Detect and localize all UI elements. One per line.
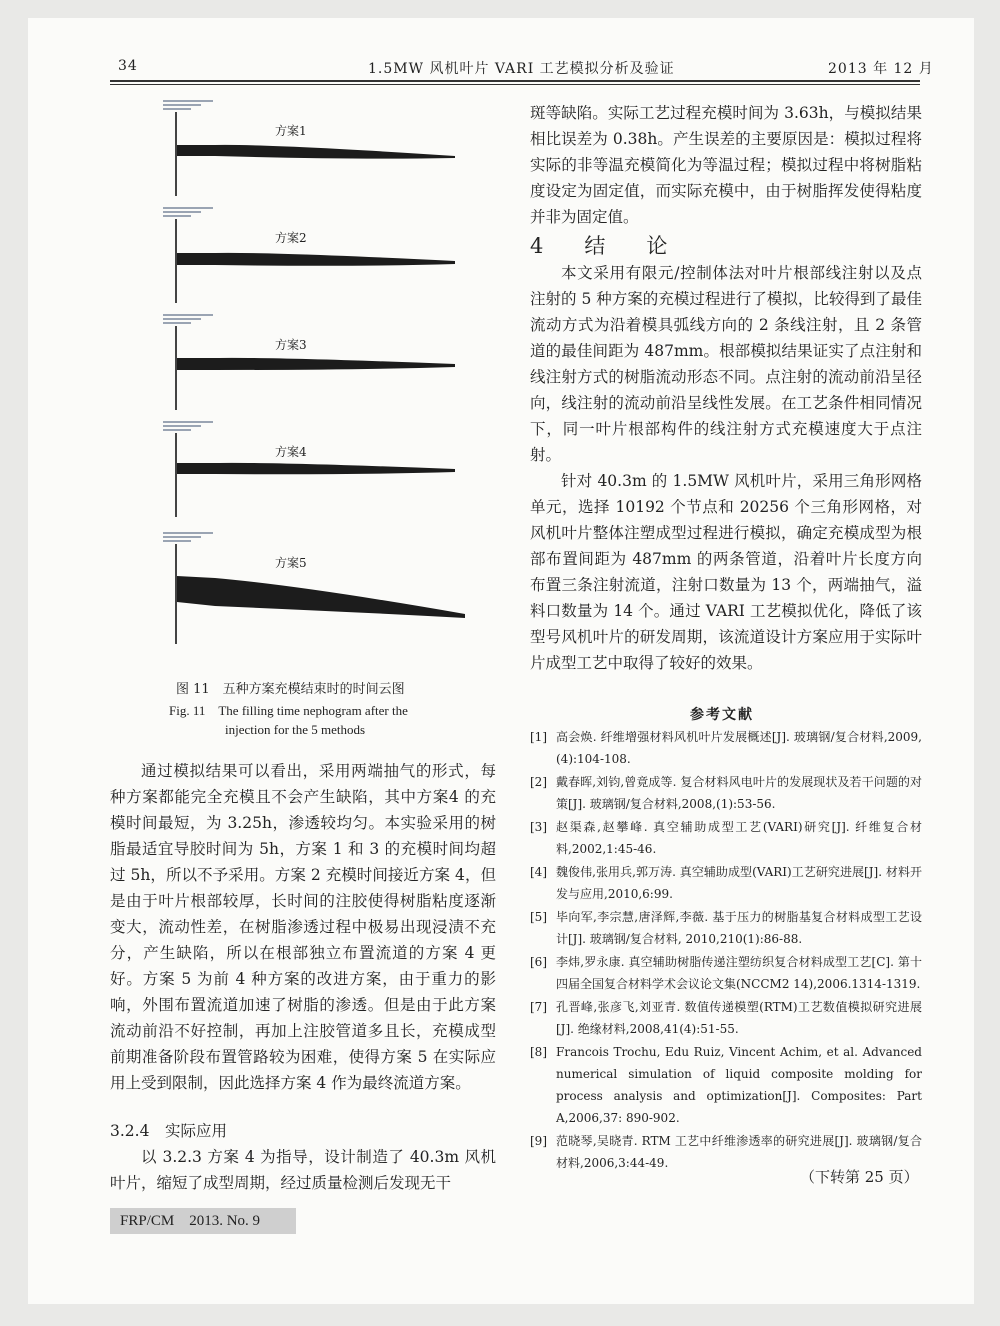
subsection-heading: [110, 1118, 496, 1144]
reference-item: [3] 赵渠森,赵攀峰. 真空辅助成型工艺(VARI)研究[J]. 纤维复合材料,2002,1:45-46.: [530, 820, 922, 856]
references-list: [530, 726, 922, 1175]
reference-item: [6] 李炜,罗永康. 真空辅助树脂传递注塑纺织复合材料成型工艺[C]. 第十四届全国复合材料学术会议论文集(NCCM2 14),2006.1314-1319.: [530, 955, 922, 991]
section-heading: 4 结 论: [530, 234, 678, 258]
reference-item: [5] 毕向军,李宗慧,唐泽辉,李薇. 基于压力的树脂基复合材料成型工艺设计[J]. 玻璃钢/复合材料, 2010,210(1):86-88.: [530, 910, 922, 946]
reference-item: [7] 孔晋峰,张彦飞,刘亚青. 数值传递模塑(RTM)工艺数值模拟研究进展[J]. 绝缘材料,2008,41(4):51-55.: [530, 1000, 922, 1036]
figure-caption-en-cont: injection for the 5 methods: [225, 722, 366, 737]
panel-label: 方案5: [275, 556, 307, 570]
left-column-text-2: [110, 1144, 496, 1196]
figure-caption-en: Fig. 11 The filling time nephogram after the: [169, 703, 408, 718]
blade-shape: [155, 314, 475, 414]
panel-label: 方案4: [275, 445, 307, 459]
reference-item: [1] 高会焕. 纤维增强材料风机叶片发展概述[J]. 玻璃钢/复合材料,2009,(4):104-108.: [530, 730, 922, 766]
reference-item: [9] 范晓琴,吴晓青. RTM 工艺中纤维渗透率的研究进展[J]. 玻璃钢/复合材料,2006,3:44-49.: [530, 1134, 922, 1170]
page-number: 34: [118, 58, 138, 74]
figure-caption-cn: 图 11 五种方案充模结束时的时间云图: [176, 682, 405, 697]
figure-panel: [155, 207, 475, 307]
running-title: 1.5MW 风机叶片 VARI 工艺模拟分析及验证: [368, 61, 675, 77]
blade-shape: [155, 100, 475, 200]
journal-footer: FRP/CM 2013. No. 9: [110, 1208, 296, 1234]
subsection-title: 3.2.4 实际应用: [110, 1122, 227, 1140]
reference-item: [2] 戴春晖,刘钧,曾竟成等. 复合材料风电叶片的发展现状及若干问题的对策[J]. 玻璃钢/复合材料,2008,(1):53-56.: [530, 775, 922, 811]
figure-11: [155, 100, 475, 660]
paragraph: 针对 40.3m 的 1.5MW 风机叶片，采用三角形网格单元，选择 10192 个节点和 20256 个三角形网格，对风机叶片整体注塑成型过程进行模拟，确定充模成型为根部布置间距为 487mm 的两条管道，沿着叶片长度方向布置三条注射流道，注射口数量为 13 个，两端抽气，溢料口数量为 14 个。通过 VARI 工艺模拟优化，降低了该型号风机叶片的研发周期，该流道设计方案应用于实际叶片成型工艺中取得了较好的效果。: [530, 472, 922, 672]
figure-panel: [155, 314, 475, 414]
continued-note: （下转第 25 页）: [800, 1168, 919, 1186]
reference-item: [4] 魏俊伟,张用兵,郭万涛. 真空辅助成型(VARI)工艺研究进展[J]. 材料开发与应用,2010,6:99.: [530, 865, 922, 901]
figure-panel: [155, 100, 475, 200]
blade-shape: [155, 421, 475, 521]
left-column-text: [110, 758, 496, 1096]
references-title: 参考文献: [690, 707, 754, 723]
issue-date: 2013 年 12 月: [828, 61, 934, 77]
panel-label: 方案3: [275, 338, 307, 352]
blade-shape: [155, 532, 475, 660]
panel-label: 方案2: [275, 231, 307, 245]
right-column-text: [530, 100, 922, 230]
paragraph: 斑等缺陷。实际工艺过程充模时间为 3.63h，与模拟结果相比误差为 0.38h。产生误差的主要原因是：模拟过程将实际的非等温充模简化为等温过程；模拟过程中将树脂粘度设定为固定值，而实际充模中，由于树脂挥发使得粘度并非为固定值。: [530, 104, 922, 226]
figure-panel: [155, 421, 475, 521]
paragraph: 本文采用有限元/控制体法对叶片根部线注射以及点注射的 5 种方案的充模过程进行了模拟，比较得到了最佳流动方式为沿着模具弧线方向的 2 条线注射，且 2 条管道的最佳间距为 487mm。根部模拟结果证实了点注射和线注射方式的树脂流动形态不同。点注射的流动前沿呈径向，线注射的流动前沿呈线性发展。在工艺条件相同情况下，同一叶片根部构件的线注射方式充模速度大于点注射。: [530, 264, 922, 464]
reference-item: [8] Francois Trochu, Edu Ruiz, Vincent Achim, et al. Advanced numerical simulation of liquid composite molding for process analysis and optimization[J]. Composites: Part A,2006,37: 890-902.: [530, 1045, 922, 1125]
paragraph: 以 3.2.3 方案 4 为指导，设计制造了 40.3m 风机叶片，缩短了成型周期，经过质量检测后发现无干: [110, 1148, 496, 1192]
blade-shape: [155, 207, 475, 307]
panel-label: 方案1: [275, 124, 307, 138]
header-rule: [110, 80, 920, 82]
header-rule-thin: [110, 84, 920, 85]
right-column-text-2: [530, 260, 922, 676]
paragraph: 通过模拟结果可以看出，采用两端抽气的形式，每种方案都能完全充模且不会产生缺陷，其中方案4 的充模时间最短，为 3.25h，渗透较均匀。本实验采用的树脂最适宜导胶时间为 5h，方案 1 和 3 的充模时间均超过 5h，所以不予采用。方案 2 充模时间接近方案 4，但是由于叶片根部较厚，长时间的注胶使得树脂粘度逐渐变大，流动性差，在树脂渗透过程中极易出现浸渍不充分，产生缺陷，所以在根部独立布置流道的方案 4 更好。方案 5 为前 4 种方案的改进方案，由于重力的影响，外围布置流道加速了树脂的渗透。但是由于此方案流动前沿不好控制，再加上注胶管道多且长，充模成型前期准备阶段布置管路较为困难，使得方案 5 在实际应用上受到限制，因此选择方案 4 作为最终流道方案。: [110, 762, 496, 1092]
figure-panel: [155, 532, 475, 660]
